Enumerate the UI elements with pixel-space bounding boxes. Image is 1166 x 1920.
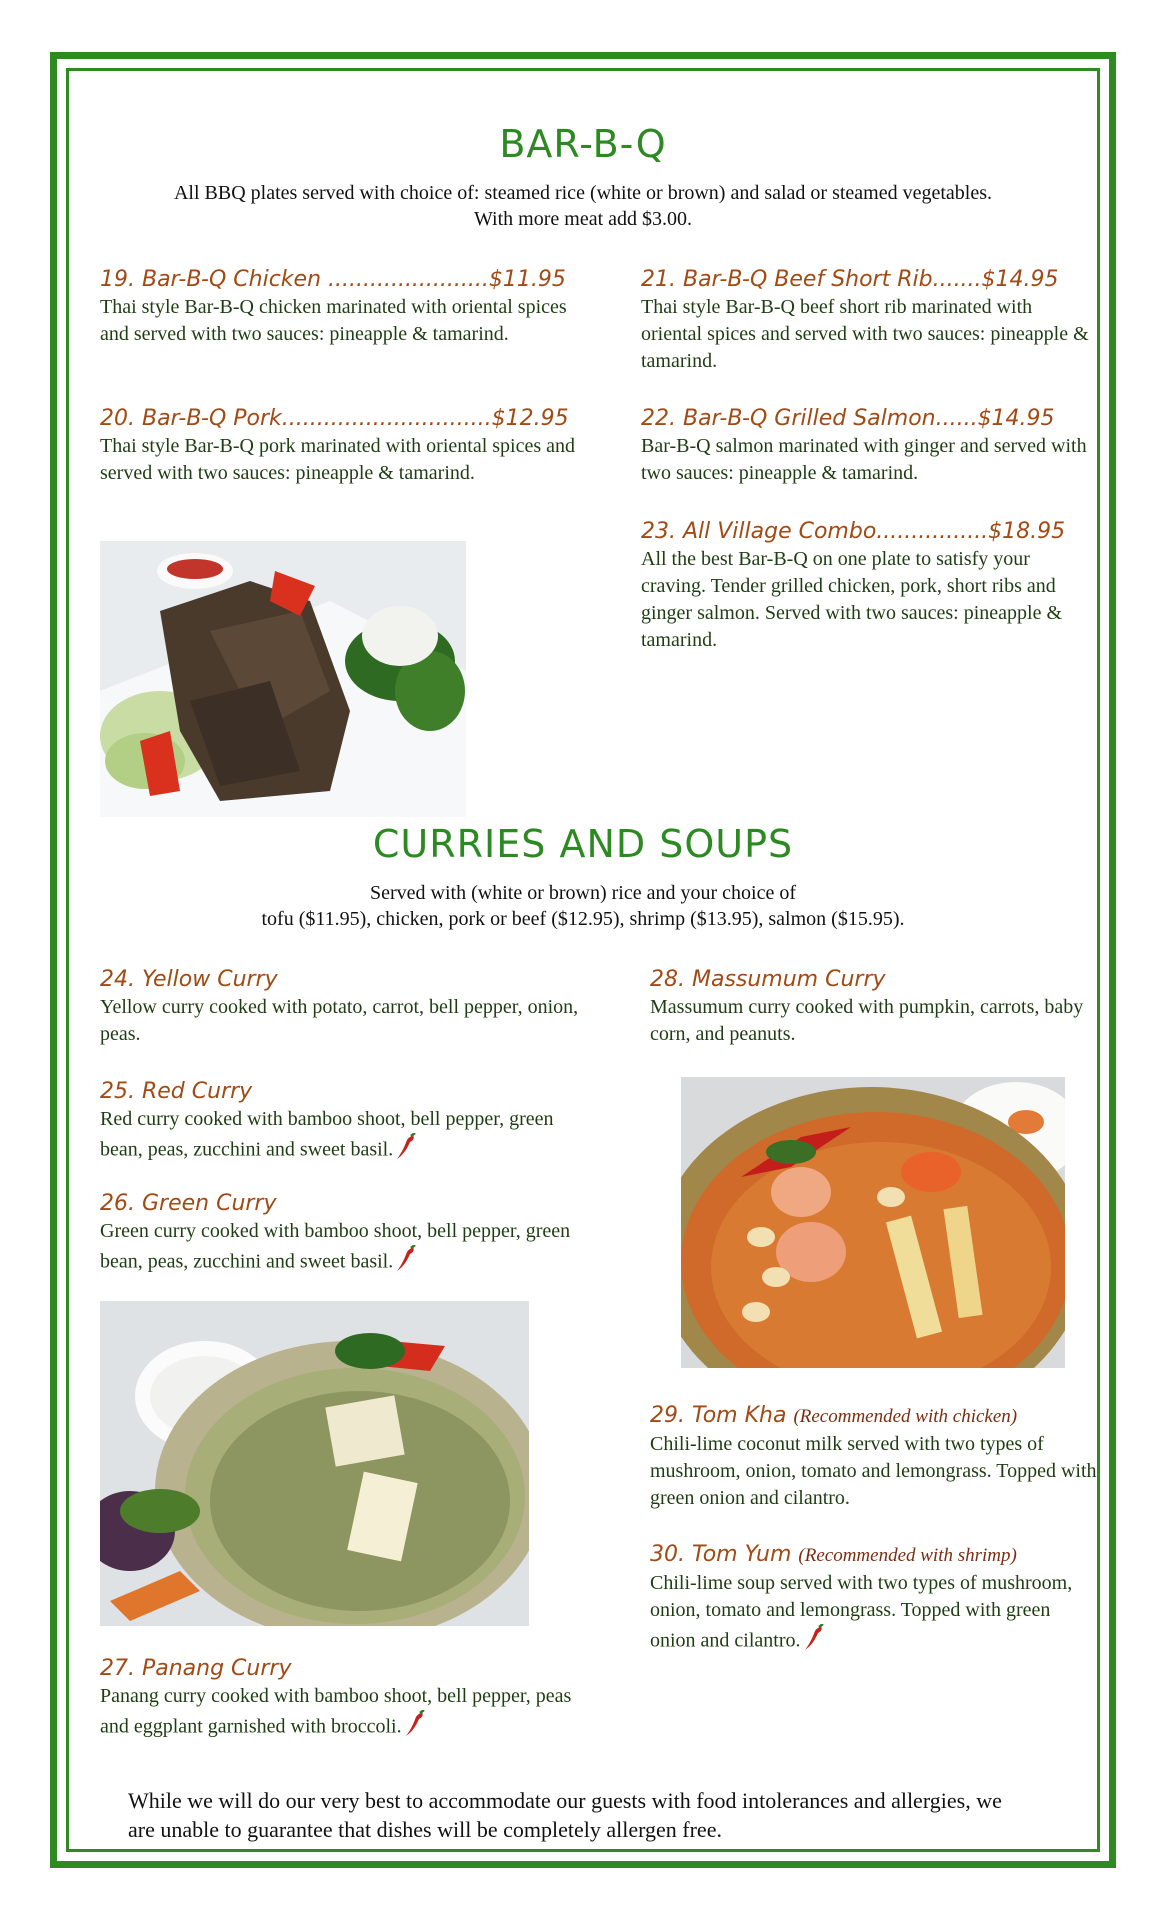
bbq-intro — [80, 180, 1086, 232]
item-recommendation-note: (Recommended with chicken) — [793, 1406, 1018, 1427]
item-description — [100, 1106, 600, 1169]
item-title: 27. Panang Curry — [100, 1656, 292, 1681]
chili-pepper-icon — [803, 1624, 825, 1660]
item-description: Bar-B-Q salmon marinated with ginger and served with two sauces: pineapple & tamarind. — [641, 435, 1087, 484]
menu-item — [641, 405, 1091, 487]
menu-item — [100, 966, 600, 1048]
item-title: 26. Green Curry — [100, 1191, 277, 1216]
item-title: 25. Red Curry — [100, 1079, 253, 1104]
menu-item — [650, 1402, 1100, 1512]
massumum-curry-photo — [681, 1077, 1065, 1368]
menu-item — [100, 1655, 600, 1746]
item-description-text: Panang curry cooked with bamboo shoot, bell pepper, peas and eggplant garnished with broccoli. — [100, 1685, 572, 1738]
item-title: 22. Bar-B-Q Grilled Salmon......$14.95 — [641, 406, 1055, 431]
item-description: Thai style Bar-B-Q chicken marinated with oriental spices and served with two sauces: pineapple & tamarind. — [100, 296, 567, 345]
green-curry-photo — [100, 1301, 529, 1626]
item-description-text: Chili-lime soup served with two types of mushroom, onion, tomato and lemongrass. Topped with green onion and cilantro. — [650, 1572, 1073, 1652]
curries-heading: CURRIES AND SOUPS — [372, 822, 794, 866]
item-description — [650, 1570, 1100, 1660]
allergen-disclaimer: While we will do our very best to accommodate our guests with food intolerances and allergies, we are unable to guarantee that dishes will be completely allergen free. — [128, 1788, 1002, 1842]
curries-intro-line1: Served with (white or brown) rice and your choice of — [370, 882, 796, 904]
bbq-ribs-photo — [100, 541, 466, 817]
item-title: 20. Bar-B-Q Pork..............................$12.95 — [100, 406, 569, 431]
item-title: 28. Massumum Curry — [650, 967, 886, 992]
item-title: 23. All Village Combo................$18.95 — [641, 519, 1066, 544]
bbq-intro-line1: All BBQ plates served with choice of: steamed rice (white or brown) and salad or steamed vegetables. — [173, 182, 993, 204]
menu-item — [650, 966, 1100, 1048]
menu-item — [641, 518, 1091, 654]
item-description — [100, 1218, 600, 1281]
bbq-intro-line2: With more meat add $3.00. — [473, 208, 693, 230]
item-title — [650, 1402, 1100, 1431]
menu-item — [100, 405, 590, 487]
menu-item — [100, 266, 590, 348]
chili-pepper-icon — [395, 1133, 417, 1169]
menu-item — [100, 1078, 600, 1169]
menu-item — [641, 266, 1091, 375]
menu-item — [650, 1541, 1100, 1660]
item-description: Chili-lime coconut milk served with two types of mushroom, onion, tomato and lemongrass. Topped with green onion and cilantro. — [650, 1433, 1097, 1509]
item-recommendation-note: (Recommended with shrimp) — [798, 1545, 1017, 1566]
item-description-text: Red curry cooked with bamboo shoot, bell pepper, green bean, peas, zucchini and sweet basil. — [100, 1108, 554, 1161]
item-description: Thai style Bar-B-Q pork marinated with oriental spices and served with two sauces: pineapple & tamarind. — [100, 435, 576, 484]
curries-intro-line2: tofu ($11.95), chicken, pork or beef ($12.95), shrimp ($13.95), salmon ($15.95). — [261, 908, 905, 930]
chili-pepper-icon — [395, 1245, 417, 1281]
item-description-text: Green curry cooked with bamboo shoot, bell pepper, green bean, peas, zucchini and sweet basil. — [100, 1220, 571, 1273]
menu-item — [100, 1190, 600, 1281]
item-description: Thai style Bar-B-Q beef short rib marinated with oriental spices and served with two sauces: pineapple & tamarind. — [641, 296, 1089, 372]
item-title-text: 30. Tom Yum — [650, 1542, 792, 1567]
item-title: 21. Bar-B-Q Beef Short Rib.......$14.95 — [641, 267, 1059, 292]
item-title: 24. Yellow Curry — [100, 967, 278, 992]
chili-pepper-icon — [404, 1710, 426, 1746]
item-description: Massumum curry cooked with pumpkin, carrots, baby corn, and peanuts. — [650, 996, 1084, 1045]
curries-intro — [80, 880, 1086, 932]
item-title — [650, 1541, 1100, 1570]
item-title: 19. Bar-B-Q Chicken .......................$11.95 — [100, 267, 566, 292]
bbq-heading: BAR-B-Q — [499, 122, 667, 166]
item-description: All the best Bar-B-Q on one plate to satisfy your craving. Tender grilled chicken, pork, short ribs and ginger salmon. Served with two sauces: pineapple & tamarind. — [641, 548, 1063, 651]
item-title-text: 29. Tom Kha — [650, 1403, 787, 1428]
item-description — [100, 1683, 600, 1746]
item-description: Yellow curry cooked with potato, carrot, bell pepper, onion, peas. — [100, 996, 579, 1045]
